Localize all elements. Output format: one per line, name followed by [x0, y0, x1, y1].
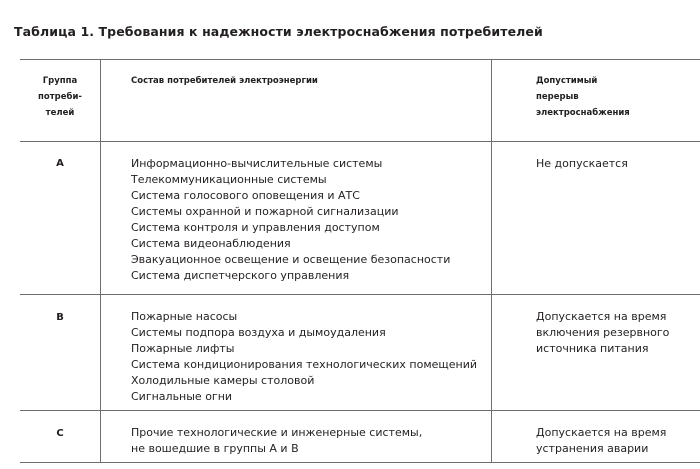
group-cell: С: [20, 411, 101, 463]
consumers-cell: [101, 142, 492, 295]
consumer-item: Пожарные насосы: [131, 310, 238, 323]
table-row: [20, 295, 700, 411]
consumer-item: Система голосового оповещения и АТС: [131, 189, 360, 202]
consumer-item: Пожарные лифты: [131, 342, 235, 355]
header-allowed-line: перерыв: [536, 92, 579, 102]
consumer-item: Система контроля и управления доступом: [131, 221, 380, 234]
allowed-line: устранения аварии: [536, 442, 649, 455]
consumer-item: не вошедшие в группы А и В: [131, 442, 299, 455]
table-row: [20, 411, 700, 463]
header-group: [20, 60, 101, 142]
table-row: [20, 142, 700, 295]
consumer-item: Сигнальные огни: [131, 390, 233, 403]
consumer-item: Системы подпора воздуха и дымоудаления: [131, 326, 386, 339]
group-cell: А: [20, 142, 101, 295]
consumer-item: Системы охранной и пожарной сигнализации: [131, 205, 399, 218]
allowed-line: источника питания: [536, 342, 649, 355]
allowed-line: включения резервного: [536, 326, 670, 339]
consumer-item: Информационно-вычислительные системы: [131, 157, 383, 170]
reliability-table: [20, 59, 700, 463]
header-consumers: Состав потребителей электроэнергии: [101, 60, 492, 142]
consumers-cell: [101, 295, 492, 411]
consumer-item: Телекоммуникационные системы: [131, 173, 327, 186]
header-allowed-line: электроснабжения: [536, 108, 630, 118]
consumer-item: Холодильные камеры столовой: [131, 374, 315, 387]
allowed-cell: [492, 295, 700, 411]
allowed-line: Допускается на время: [536, 426, 667, 439]
consumer-item: Система кондиционирования технологических помещений: [131, 358, 478, 371]
consumer-item: Система диспетчерского управления: [131, 269, 350, 282]
header-group-line: потреби-: [38, 92, 82, 102]
header-allowed-line: Допустимый: [536, 76, 598, 86]
header-allowed: [492, 60, 700, 142]
consumer-item: Эвакуационное освещение и освещение безопасности: [131, 253, 451, 266]
allowed-line: Не допускается: [536, 157, 628, 170]
consumers-cell: [101, 411, 492, 463]
consumer-item: Система видеонаблюдения: [131, 237, 291, 250]
allowed-cell: [492, 142, 700, 295]
header-group-line: телей: [45, 108, 75, 118]
allowed-cell: [492, 411, 700, 463]
consumer-item: Прочие технологические и инженерные системы,: [131, 426, 423, 439]
group-cell: В: [20, 295, 101, 411]
header-group-line: Группа: [42, 76, 78, 86]
allowed-line: Допускается на время: [536, 310, 667, 323]
table-header-row: [20, 60, 700, 142]
table-title: Таблица 1. Требования к надежности электроснабжения потребителей: [14, 24, 543, 39]
